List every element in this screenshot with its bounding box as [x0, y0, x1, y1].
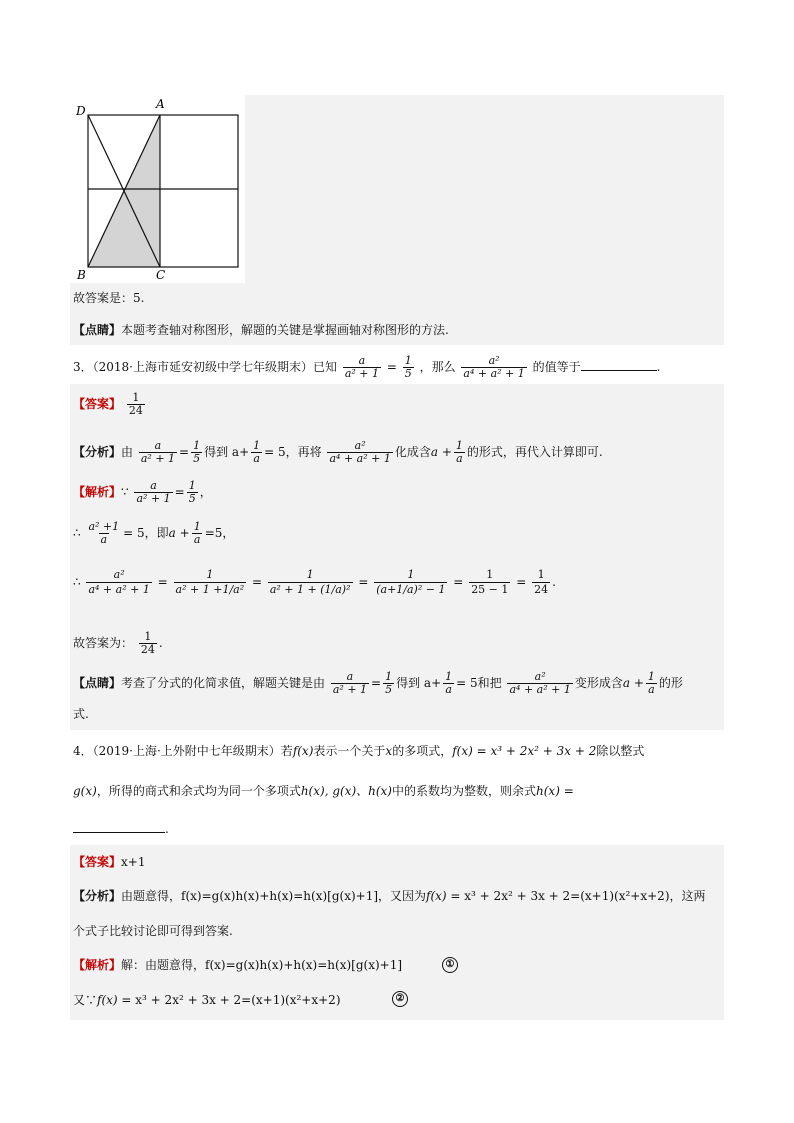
t: 的多项式，	[392, 744, 453, 758]
answer-blank	[73, 832, 165, 833]
t: .	[158, 636, 163, 650]
t: ，所得的商式和余式均为同一个多项式	[96, 784, 301, 798]
q3-mid: ，那么	[419, 360, 456, 374]
t: 的形	[658, 676, 683, 690]
eq: =	[179, 445, 190, 459]
t: 除以整式	[596, 744, 645, 758]
q4-stem-line1	[73, 742, 644, 760]
frac-one-over-a	[192, 521, 203, 546]
eq: =	[174, 485, 185, 499]
label-c: C	[156, 268, 166, 282]
frac-step3	[374, 568, 447, 597]
den: 5	[193, 452, 201, 465]
frac-one-over-a	[454, 440, 465, 465]
t: 由题意得，f(x)=g(x)h(x)+h(x)=h(x)[g(x)+1]，又因为	[121, 889, 427, 903]
q4-analysis-line1	[73, 887, 706, 905]
frac-a-over-a2p1	[343, 355, 381, 380]
t: 变形成含	[574, 676, 623, 690]
num: 1	[144, 630, 152, 643]
den: (a+1/a)² − 1	[376, 583, 446, 596]
frac-one-fifth	[403, 355, 414, 380]
t: = 5，再将	[264, 445, 322, 459]
frac-one-over-a	[251, 440, 262, 465]
t: = 5，即	[123, 526, 169, 540]
num: a² +1	[88, 520, 120, 533]
eq: =	[157, 575, 168, 589]
frac-step2	[268, 568, 353, 597]
t: = x³ + 2x² + 3x + 2=(x+1)(x²+x+2)，这两	[450, 889, 706, 903]
t: f(x)	[292, 744, 314, 758]
den: a	[445, 683, 452, 696]
num: 1	[404, 354, 412, 367]
num: a	[154, 439, 162, 452]
num: 1	[445, 670, 453, 683]
q3-dianjing-cont: 式.	[73, 707, 89, 721]
analysis-tag: 【分析】	[73, 445, 122, 459]
eq: =	[453, 575, 464, 589]
frac-a2-over-a4	[461, 355, 526, 380]
label-a: A	[156, 97, 165, 111]
frac-step4	[469, 568, 510, 597]
prev-answer: 故答案是：5.	[73, 291, 145, 305]
t: a²	[233, 583, 245, 596]
num: a	[150, 479, 157, 492]
q4-solution-line1	[73, 956, 402, 974]
eq: =	[371, 676, 382, 690]
t: 考查了分式的化简求值，解题关键是由	[121, 676, 326, 690]
den: a	[100, 533, 108, 546]
num: a	[358, 354, 366, 367]
den: 24	[128, 404, 143, 417]
t: 得到 a+	[396, 676, 442, 690]
t: = 5和把	[456, 676, 502, 690]
den: a	[648, 683, 655, 696]
frac-one-fifth	[383, 671, 394, 696]
t: 解：由题意得，f(x)=g(x)h(x)+h(x)=h(x)[g(x)+1]	[121, 958, 403, 972]
num: a	[346, 670, 354, 683]
q3-solution-line2	[73, 521, 234, 546]
den: a² + 1 + (1/a)²	[269, 583, 351, 596]
dianjing-text: 本题考查轴对称图形，解题的关键是掌握画轴对称图形的方法.	[121, 323, 449, 337]
frac-one-fifth	[187, 480, 198, 505]
q3-prefix: 3．（2018·上海市延安初级中学七年级期末）已知	[73, 360, 337, 374]
num: 1	[537, 568, 545, 581]
t: ∴	[73, 526, 81, 540]
t: a +	[430, 445, 452, 459]
q4-answer	[73, 853, 145, 871]
num: 1	[647, 670, 655, 683]
q3-dianjing	[73, 671, 683, 696]
num: 1	[407, 568, 415, 581]
num: a²	[354, 439, 366, 452]
answer-value: x+1	[121, 855, 146, 869]
num: 1	[253, 439, 261, 452]
den: 5	[188, 492, 196, 505]
q4-stem-line2: g(x)，所得的商式和余式均为同一个多项式h(x), g(x)、h(x)中的系数均为整数，则余式h(x) =	[73, 784, 574, 798]
t: 又∵	[73, 993, 98, 1007]
num: 1	[486, 568, 494, 581]
frac-one-fifth	[191, 440, 202, 465]
t: h(x)	[536, 784, 560, 798]
frac-a2p1-over-a	[86, 521, 121, 546]
num: 1	[306, 568, 314, 581]
t: f(x)	[97, 993, 118, 1007]
q4-stem-line3	[73, 820, 169, 838]
den: a⁴ + a² + 1	[509, 683, 571, 696]
t: a +	[168, 526, 190, 540]
den: a² + 1	[140, 452, 176, 465]
t: x	[385, 744, 393, 758]
den: a⁴ + a² + 1	[329, 452, 391, 465]
den: a² + 1	[136, 492, 171, 505]
q3-solution-line3	[73, 568, 556, 597]
label-d: D	[76, 104, 86, 118]
eq: =	[251, 575, 263, 589]
t: .	[552, 575, 556, 589]
q3-suffix: 的值等于	[532, 360, 581, 374]
label-b: B	[77, 268, 86, 282]
den: 24	[534, 583, 549, 596]
t: 4．（2019·上海·上外附中七年级期末）若	[73, 744, 293, 758]
prev-dianjing	[73, 321, 449, 339]
t: = x³ + 2x² + 3x + 2	[476, 744, 597, 758]
t: .	[165, 822, 169, 836]
answer-blank	[581, 370, 657, 371]
q4-solution-line2	[73, 991, 341, 1009]
t: ，	[199, 485, 212, 499]
num: 1	[455, 439, 463, 452]
den: 5	[404, 367, 412, 380]
num: 1	[385, 670, 393, 683]
t: f(x)	[426, 889, 447, 903]
q3-analysis	[73, 440, 603, 465]
t: a +	[622, 676, 644, 690]
dianjing-tag: 【点睛】	[73, 323, 122, 337]
t: 表示一个关于	[313, 744, 386, 758]
t: 化成含	[394, 445, 431, 459]
t: = x³ + 2x² + 3x + 2=(x+1)(x²+x+2)	[121, 993, 341, 1007]
t: 得到 a+	[204, 445, 250, 459]
frac-a2-over-a4	[507, 671, 572, 696]
den: a⁴ + a² + 1	[88, 583, 150, 596]
frac-step1	[174, 568, 247, 597]
t: 中的系数均为整数，则余式	[392, 784, 537, 798]
answer-tag: 【答案】	[73, 855, 122, 869]
q4-analysis-line2: 个式子比较讨论即可得到答案.	[73, 924, 233, 938]
t: =5，	[204, 526, 235, 540]
num: a²	[488, 354, 500, 367]
t: a² + 1 +	[175, 583, 223, 596]
dianjing-tag: 【点睛】	[73, 676, 122, 690]
den: a	[193, 533, 201, 546]
frac-a-over-a2p1	[139, 440, 177, 465]
den: a	[253, 452, 260, 465]
den: a² + 1	[332, 683, 368, 696]
den: 24	[140, 643, 155, 656]
t: 由	[121, 445, 134, 459]
frac-a2-over-a4	[86, 568, 151, 597]
den: a² + 1 +1/a²	[175, 583, 245, 596]
answer-tag: 【答案】	[73, 397, 122, 411]
answer-fraction	[127, 392, 145, 417]
rectangle-diagram	[70, 95, 245, 283]
eq: =	[516, 575, 527, 589]
solution-tag: 【解析】	[73, 958, 122, 972]
num: a²	[113, 568, 125, 581]
final-fraction	[139, 631, 157, 656]
t: f(x)	[452, 744, 473, 758]
den: a⁴ + a² + 1	[463, 367, 525, 380]
num: 1	[193, 439, 201, 452]
den: 25 − 1	[471, 583, 509, 596]
num: 1	[206, 568, 214, 581]
shaded-lower-region	[88, 189, 160, 267]
den: a	[456, 452, 463, 465]
q3-end: .	[656, 360, 661, 374]
t: ∴	[73, 575, 81, 589]
t: 故答案为：	[73, 636, 134, 650]
marker-1: ①	[442, 957, 458, 973]
t: 1	[222, 583, 230, 596]
den: a² + 1	[344, 367, 380, 380]
geometry-figure	[70, 95, 245, 283]
num: a²	[534, 670, 546, 683]
frac-a-over-a2p1	[134, 480, 172, 505]
marker-2: ②	[392, 991, 408, 1007]
num: 1	[193, 520, 201, 533]
t: 的形式，再代入计算即可.	[466, 445, 603, 459]
solution-tag: 【解析】	[73, 485, 122, 499]
analysis-tag: 【分析】	[73, 889, 122, 903]
q3-final-answer	[73, 631, 163, 656]
frac-one-over-a	[646, 671, 657, 696]
den: 5	[385, 683, 393, 696]
q3-stem	[73, 355, 660, 380]
frac-a2-over-a4	[327, 440, 392, 465]
num: 1	[132, 391, 140, 404]
frac-one-over-a	[443, 671, 454, 696]
frac-result	[532, 568, 550, 597]
t: g(x)	[73, 784, 97, 798]
num: 1	[188, 479, 196, 492]
t: ∵	[121, 485, 129, 499]
q3-answer	[73, 392, 147, 417]
eq: =	[358, 575, 369, 589]
eq: =	[386, 360, 397, 374]
t: h(x), g(x)、h(x)	[300, 784, 392, 798]
q3-solution-line1	[73, 480, 212, 505]
frac-a-over-a2p1	[331, 671, 369, 696]
